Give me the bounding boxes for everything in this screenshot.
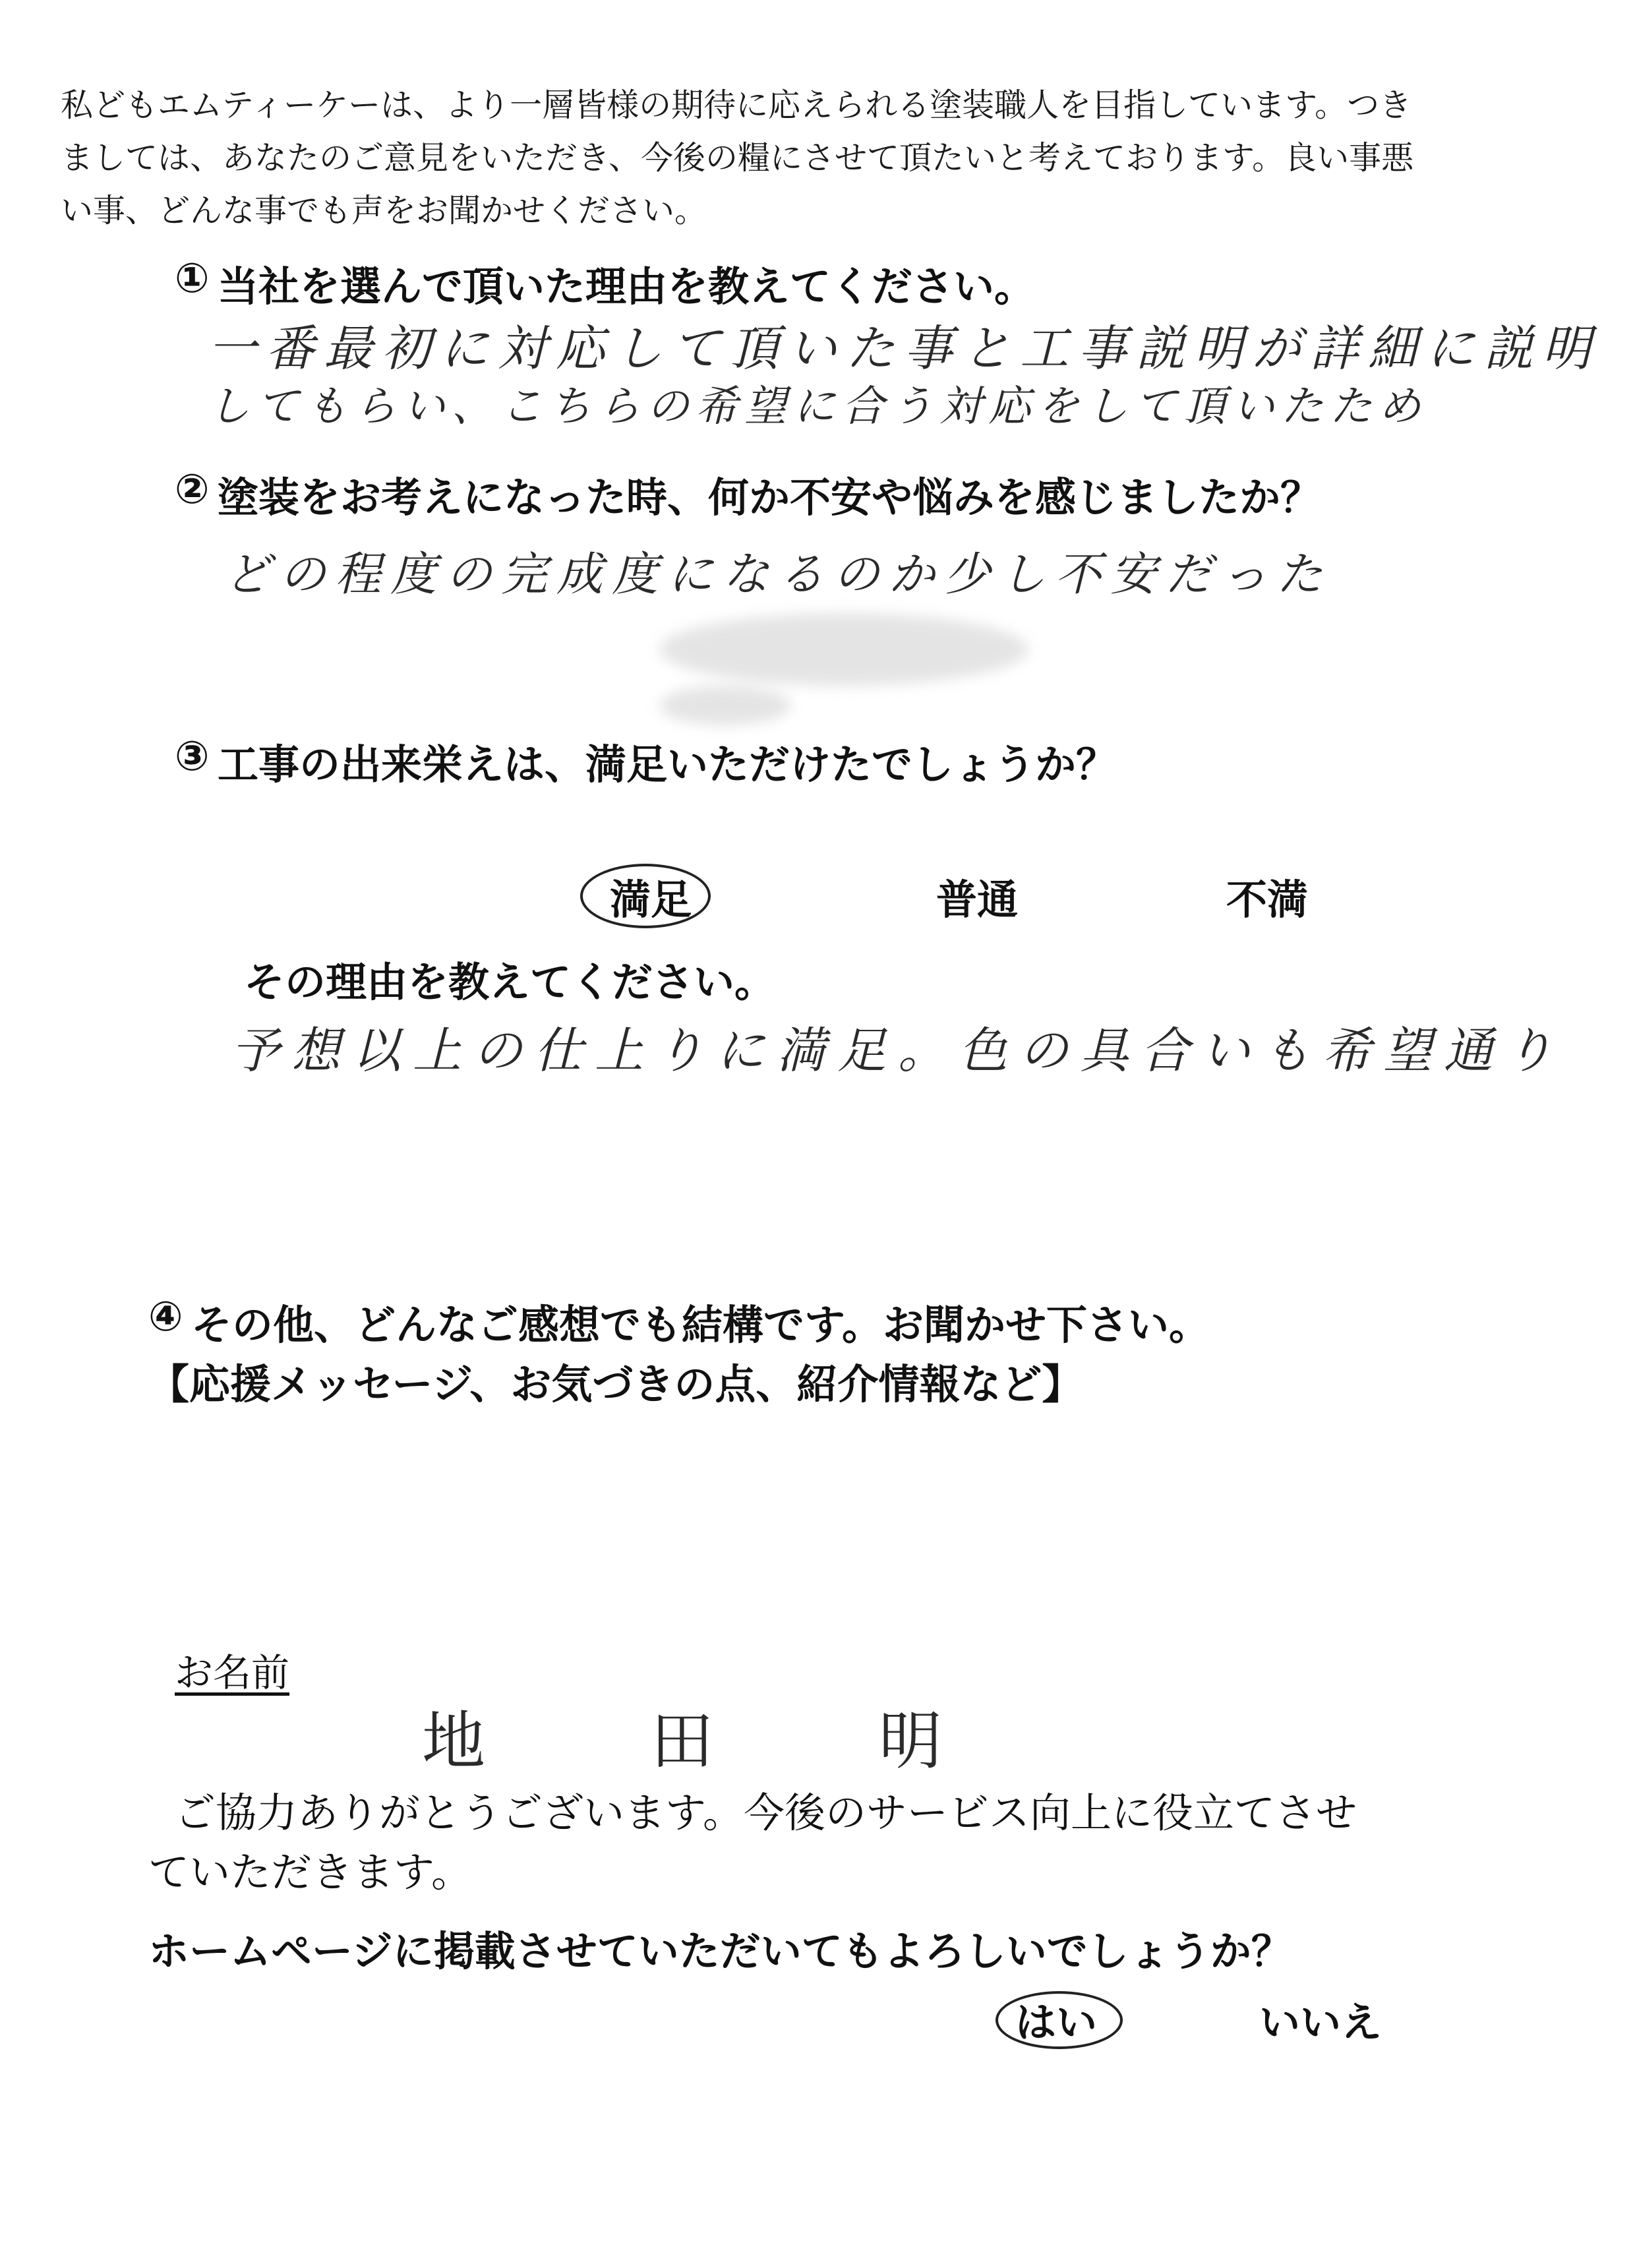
publish-option-yes[interactable]: はい xyxy=(1015,1998,1098,2046)
q1-number: ① xyxy=(175,254,210,302)
paper-smudge xyxy=(659,613,1028,686)
q3-reason-answer: 予想以上の仕上りに満足。色の具合いも希望通り xyxy=(231,1023,1565,1079)
q2-question: 塗装をお考えになった時、何か不安や悩みを感じましたか？ xyxy=(218,473,1322,522)
thanks-line-2: ていただきます。 xyxy=(148,1848,473,1896)
q3-option-normal[interactable]: 普通 xyxy=(936,876,1019,924)
q3-option-dissatisfied[interactable]: 不満 xyxy=(1226,876,1309,924)
q4-number: ④ xyxy=(148,1292,183,1340)
q1-question: 当社を選んで頂いた理由を教えてください。 xyxy=(218,262,1036,311)
publish-option-no[interactable]: いいえ xyxy=(1259,1998,1382,2046)
q3-option-satisfied[interactable]: 満足 xyxy=(610,876,692,924)
q2-answer: どの程度の完成度になるのか少し不安だった xyxy=(224,547,1332,601)
name-value: 地 田 明 xyxy=(422,1704,1015,1778)
q3-question: 工事の出来栄えは、満足いただけたでしょうか？ xyxy=(218,740,1117,789)
q1-answer-line-1: 一番最初に対応して頂いた事と工事説明が詳細に説明 xyxy=(208,320,1600,377)
q4-question: その他、どんなご感想でも結構です。お聞かせ下さい。 xyxy=(191,1301,1210,1349)
paper-smudge xyxy=(659,686,791,725)
q3-reason-prompt: その理由を教えてください。 xyxy=(244,958,776,1006)
q4-subtitle: 【応援メッセージ、お気づきの点、紹介情報など】 xyxy=(148,1360,1083,1408)
intro-line-3: い事、どんな事でも声をお聞かせください。 xyxy=(61,192,707,229)
name-label: お名前 xyxy=(175,1650,290,1695)
thanks-line-1: ご協力ありがとうございます。今後のサービス向上に役立てさせ xyxy=(175,1789,1357,1837)
q2-number: ② xyxy=(175,465,210,513)
intro-line-2: ましては、あなたのご意見をいただき、今後の糧にさせて頂たいと考えております。良い事悪 xyxy=(61,139,1414,177)
q3-number: ③ xyxy=(175,732,210,780)
intro-line-1: 私どもエムティーケーは、より一層皆様の期待に応えられる塗装職人を目指しています。つき xyxy=(61,86,1412,124)
q1-answer-line-2: してもらい、こちらの希望に合う対応をして頂いたため xyxy=(208,382,1427,431)
publish-question: ホームページに掲載させていただいてもよろしいでしょうか？ xyxy=(148,1927,1292,1975)
